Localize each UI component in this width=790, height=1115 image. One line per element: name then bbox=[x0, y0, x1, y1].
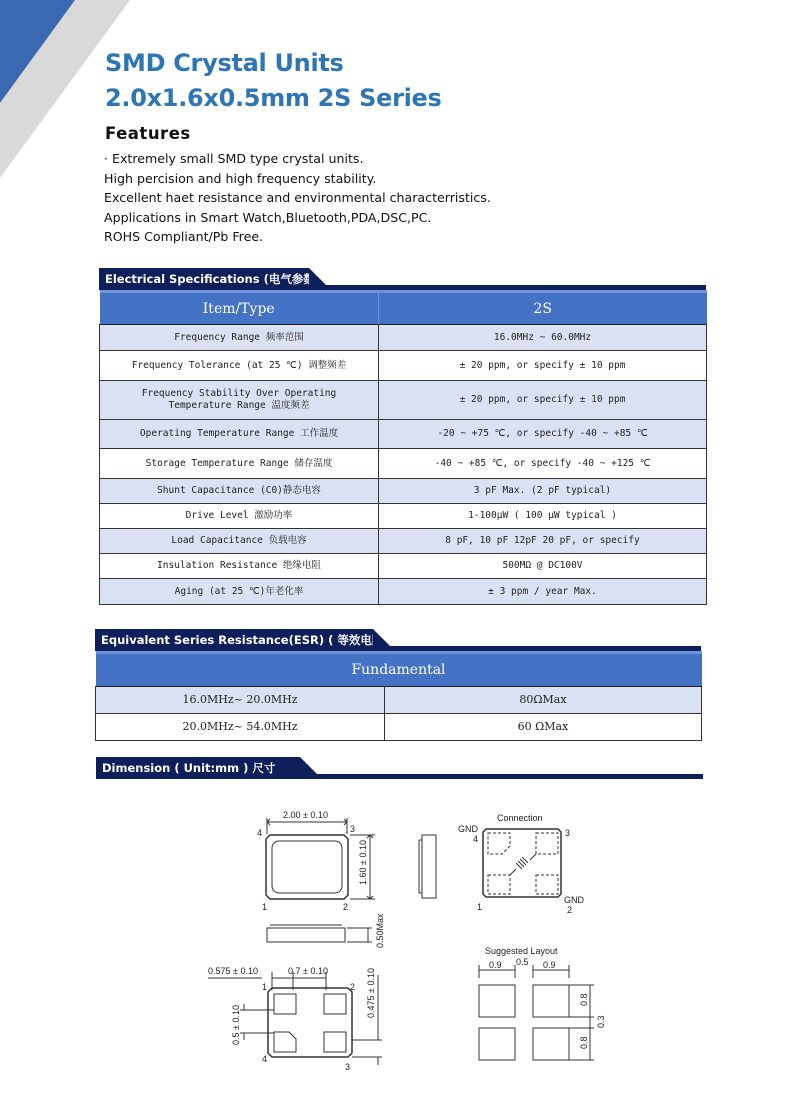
pin-label: 2 bbox=[350, 982, 356, 992]
table-row bbox=[96, 714, 702, 741]
pad-width-label: 0.9 bbox=[489, 960, 502, 970]
features-list bbox=[104, 149, 491, 247]
spec-value: -40 ~ +85 ℃, or specify -40 ~ +125 ℃ bbox=[379, 449, 707, 479]
feature-item: ROHS Compliant/Pb Free. bbox=[104, 229, 264, 244]
pin-label: 3 bbox=[565, 828, 571, 838]
table-header-row bbox=[100, 292, 707, 325]
section-tab-slant bbox=[309, 268, 331, 290]
pin-label: 4 bbox=[257, 828, 263, 838]
pin-label: 2 bbox=[567, 905, 573, 915]
spec-value: 1-100μW ( 100 μW typical ) bbox=[379, 504, 707, 529]
pad-width-label: 0.7 ± 0.10 bbox=[288, 966, 328, 976]
pin-label: 3 bbox=[350, 824, 356, 834]
section-title: Electrical Specifications (电气参数) bbox=[99, 268, 309, 290]
gnd-label: GND bbox=[458, 824, 478, 834]
table-row bbox=[100, 579, 707, 605]
pin-label: 1 bbox=[262, 982, 268, 992]
spec-item: Frequency Range 频率范围 bbox=[100, 325, 379, 351]
spec-value: ± 20 ppm, or specify ± 10 ppm bbox=[379, 351, 707, 381]
pad-height-label: 0.8 bbox=[579, 1036, 589, 1049]
vertical-offset-label: 0.475 ± 0.10 bbox=[366, 968, 376, 1018]
table-row bbox=[100, 449, 707, 479]
feature-item: Applications in Smart Watch,Bluetooth,PDA,DSC,PC. bbox=[104, 209, 432, 225]
header-2s: 2S bbox=[379, 292, 707, 325]
esr-table bbox=[95, 651, 702, 741]
esr-range: 16.0MHz~ 20.0MHz bbox=[96, 687, 385, 714]
spec-item-line: Temperature Range 温度频差 bbox=[168, 400, 310, 411]
height-dimension-label: 1.60 ± 0.10 bbox=[358, 840, 368, 885]
spec-item: Load Capacitance 负载电容 bbox=[100, 529, 379, 554]
features-heading: Features bbox=[105, 124, 191, 143]
pin-label: 4 bbox=[473, 834, 479, 844]
electrical-section-header bbox=[99, 268, 706, 290]
dimension-drawing-svg bbox=[200, 800, 620, 1090]
pin-label: 1 bbox=[477, 902, 483, 912]
title-line-2: 2.0x1.6x0.5mm 2S Series bbox=[105, 84, 442, 112]
table-row bbox=[96, 687, 702, 714]
table-row bbox=[100, 325, 707, 351]
gap-label: 0.5 bbox=[516, 957, 529, 967]
suggested-layout-drawing bbox=[479, 965, 594, 1060]
table-row bbox=[100, 529, 707, 554]
spec-item: Frequency Tolerance (at 25 ℃) 调整频差 bbox=[100, 351, 379, 381]
pad-height-label: 0.8 bbox=[579, 993, 589, 1006]
dimension-section-header bbox=[96, 757, 703, 779]
esr-value: 60 ΩMax bbox=[385, 714, 702, 741]
width-dimension-label: 2.00 ± 0.10 bbox=[283, 810, 328, 820]
feature-item: High percision and high frequency stability. bbox=[104, 170, 377, 186]
connection-drawing bbox=[483, 829, 561, 897]
spec-value: ± 20 ppm, or specify ± 10 ppm bbox=[379, 381, 707, 420]
dimension-drawings bbox=[200, 800, 620, 1090]
thickness-dimension-label: 0.50Max bbox=[375, 913, 385, 948]
table-row bbox=[100, 479, 707, 504]
spec-value: 500MΩ @ DC100V bbox=[379, 554, 707, 579]
table-header-row bbox=[96, 653, 702, 687]
spec-item: Drive Level 激励功率 bbox=[100, 504, 379, 529]
spec-value: 8 pF, 10 pF 12pF 20 pF, or specify bbox=[379, 529, 707, 554]
suggested-layout-title: Suggested Layout bbox=[485, 946, 558, 956]
section-title: Dimension ( Unit:mm ) 尺寸 bbox=[96, 757, 300, 779]
section-tab-slant bbox=[300, 757, 322, 779]
electrical-spec-table bbox=[99, 290, 707, 605]
section-tab-slant bbox=[373, 629, 395, 651]
spec-value: 16.0MHz ~ 60.0MHz bbox=[379, 325, 707, 351]
spec-item bbox=[100, 381, 379, 420]
side-view-drawing bbox=[419, 835, 436, 898]
table-row bbox=[100, 381, 707, 420]
connection-title: Connection bbox=[497, 813, 543, 823]
esr-section-header bbox=[95, 629, 701, 651]
spec-value: -20 ~ +75 ℃, or specify -40 ~ +85 ℃ bbox=[379, 420, 707, 449]
pin-label: 2 bbox=[343, 902, 349, 912]
section-title: Equivalent Series Resistance(ESR) ( 等效电阻 ) bbox=[95, 629, 373, 651]
pin-label: 1 bbox=[262, 902, 268, 912]
spec-value: 3 pF Max. (2 pF typical) bbox=[379, 479, 707, 504]
header-item-type: Item/Type bbox=[100, 292, 379, 325]
pad-height-label: 0.5 ± 0.10 bbox=[231, 1005, 241, 1045]
table-row bbox=[100, 420, 707, 449]
spec-item: Insulation Resistance 绝缘电阻 bbox=[100, 554, 379, 579]
pin-label: 4 bbox=[262, 1054, 268, 1064]
vertical-gap-label: 0.3 bbox=[596, 1015, 606, 1028]
feature-item: · Extremely small SMD type crystal units. bbox=[104, 151, 364, 166]
pad-offset-label: 0.575 ± 0.10 bbox=[208, 966, 258, 976]
table-row bbox=[100, 351, 707, 381]
page-title bbox=[105, 46, 442, 116]
gnd-label: GND bbox=[564, 895, 584, 905]
spec-item: Shunt Capacitance (C0)静态电容 bbox=[100, 479, 379, 504]
pin-label: 3 bbox=[345, 1062, 351, 1072]
pad-width-label: 0.9 bbox=[543, 960, 556, 970]
spec-item: Aging (at 25 ℃)年老化率 bbox=[100, 579, 379, 605]
esr-value: 80ΩMax bbox=[385, 687, 702, 714]
feature-item: Excellent haet resistance and environmental characterristics. bbox=[104, 190, 491, 205]
thickness-view-drawing bbox=[267, 925, 372, 942]
spec-item: Storage Temperature Range 储存温度 bbox=[100, 449, 379, 479]
table-row bbox=[100, 504, 707, 529]
spec-item-line: Frequency Stability Over Operating bbox=[141, 388, 337, 399]
spec-value: ± 3 ppm / year Max. bbox=[379, 579, 707, 605]
header-fundamental: Fundamental bbox=[96, 653, 702, 687]
table-row bbox=[100, 554, 707, 579]
title-line-1: SMD Crystal Units bbox=[105, 49, 344, 77]
spec-item: Operating Temperature Range 工作温度 bbox=[100, 420, 379, 449]
esr-range: 20.0MHz~ 54.0MHz bbox=[96, 714, 385, 741]
